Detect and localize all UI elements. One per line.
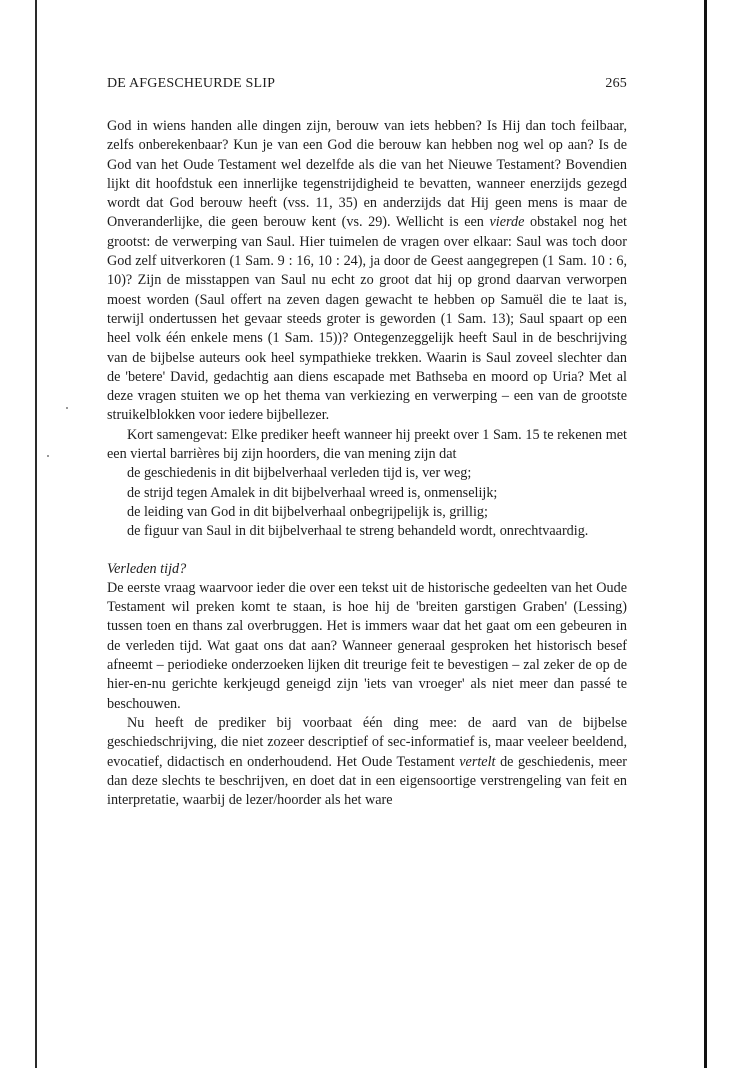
paragraph-4	[107, 714, 627, 810]
margin-speck	[47, 455, 49, 457]
paragraph-4-emphasis: vertelt	[459, 753, 496, 770]
paragraph-2: Kort samengevat: Elke prediker heeft wanneer hij preekt over 1 Sam. 15 te rekenen met een viertal barrières bij zijn hoorders, die van mening zijn dat	[107, 426, 627, 463]
list-item: de strijd tegen Amalek in dit bijbelverhaal wreed is, onmenselijk;	[127, 484, 498, 501]
paragraph-4-text-a: Nu heeft de prediker bij voorbaat één ding mee: de aard van de bijbelse geschiedschrijving, die niet zozeer descriptief of sec-informatief is, maar veeleer beeldend, evocatief, didactisch en onderhoudend. Het Oude Testament	[107, 714, 627, 770]
list-item: de leiding van God in dit bijbelverhaal onbegrijpelijk is, grillig;	[127, 503, 488, 520]
page-body	[107, 117, 627, 810]
list-item: de figuur van Saul in dit bijbelverhaal te streng behandeld wordt, onrechtvaardig.	[127, 523, 589, 540]
page-edge-left	[35, 0, 37, 1068]
margin-speck	[66, 407, 68, 409]
list-item: de geschiedenis in dit bijbelverhaal verleden tijd is, ver weg;	[127, 465, 472, 482]
paragraph-1-emphasis: vierde	[489, 214, 525, 231]
paragraph-1	[107, 117, 627, 426]
paragraph-1-text-b: obstakel nog het grootst: de verwerping van Saul. Hier tuimelen de vragen over elkaar: Saul was toch door God zelf uitverkoren (1 Sam. 9 : 16, 10 : 24), ja door de Geest aangegrepen (1 Sam. 10 : 6, 10)? Zijn de misstappen van Saul nu echt zo groot dat hij op grond daarvan verworpen moest worden (Saul offert na zeven dagen gewacht te hebben op Samuël die te laat is, terwijl ondertussen het gevaar steeds groter is geworden (1 Sam. 13); Saul spaart op een heel volk één enkele mens (1 Sam. 15))? Ontegenzeggelijk heeft Saul in de beschrijving van de bijbelse auteurs ook heel sympathieke trekken. Waarin is Saul zoveel slechter dan de 'betere' David, gedachtig aan diens escapade met Bathseba en moord op Uria? Met al deze vragen stuiten we op het thema van verkiezing en verwerping – een van de grootste struikelblokken voor iedere bijbellezer.	[107, 214, 628, 424]
section-heading: Verleden tijd?	[107, 560, 187, 577]
paragraph-4-text-b: de geschiedenis, meer dan deze slechts te beschrijven, en doet dat in een eigensoortige verstrengeling van feit en interpretatie, waarbij de lezer/hoorder als het ware	[107, 753, 628, 809]
page-edge-right	[704, 0, 707, 1068]
paragraph-1-text-a: God in wiens handen alle dingen zijn, berouw van iets hebben? Is Hij dan toch feilbaar, zelfs onberekenbaar? Kun je van een God die berouw kan hebben nog wel op aan? Is de God van het Oude Testament wel dezelfde als die van het Nieuwe Testament? Bovendien lijkt dit hoofdstuk een innerlijke tegenstrijdigheid te bevatten, wanneer enerzijds gezegd wordt dat God berouw heeft (vss. 11, 35) en anderzijds dat Hij geen mens is maar de Onveranderlijke, die geen berouw kent (vs. 29). Wellicht is een	[107, 118, 627, 231]
running-head	[107, 76, 627, 96]
paragraph-3: De eerste vraag waarvoor ieder die over een tekst uit de historische gedeelten van het Oude Testament wil preken komt te staan, is hoe hij de 'breiten garstigen Graben' (Lessing) tussen toen en thans zal overbruggen. Het is immers waar dat het gaat om een gebeuren in de verleden tijd. Wat gaat ons dat aan? Wanneer generaal gesproken het historisch besef afneemt – periodieke onderzoeken lijken dit treurige feit te bevestigen – zal zeker de op de hier-en-nu gerichte kerkjeugd geneigd zijn 'iets van vroeger' als niet meer dan passé te beschouwen.	[107, 579, 627, 712]
running-head-title: DE AFGESCHEURDE SLIP	[107, 76, 276, 91]
page-number: 265	[605, 76, 627, 91]
